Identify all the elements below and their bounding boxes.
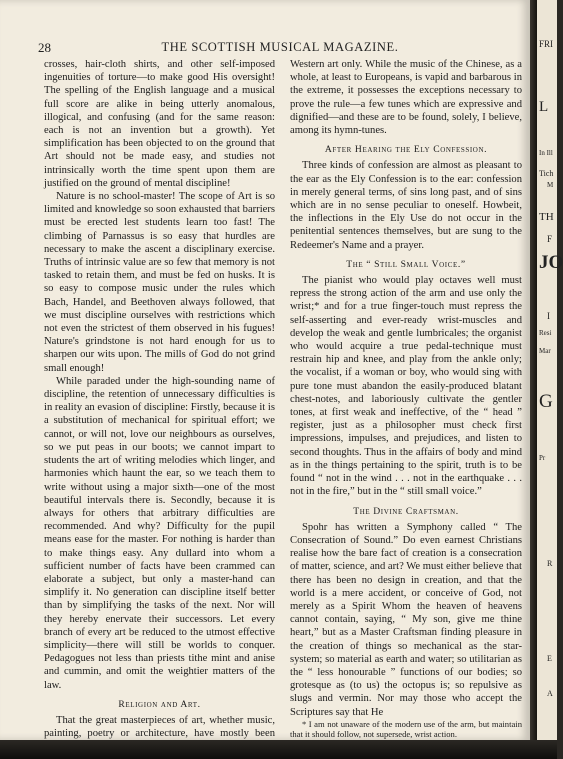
paragraph: Nature is no school-master! The scope of Art is so limited and knowledge so soon exhausted that barriers must be erected lest students learn too fast! The climbing of Parnassus is so easy that hurdles are necessary to make the ascent a disciplinary exercise. Truths of intrinsic value are so few that memory is not tasked to retain them, and must be fed on husks. It is so easy to compose music under the rules which Bach, Handel, and Beethoven always followed, that we must discipline ourselves with restrictions which not even the strictest of them observed in his fugues! Nature's grindstone is not hard enough for us to sharpen our wits upon. The mills of God do not grind small enough! xyxy=(44,191,275,374)
page-header xyxy=(38,40,522,54)
next-page-fragment: TH xyxy=(539,211,554,223)
next-page-fragment: Resi xyxy=(539,329,552,337)
next-page-fragment: In Ill xyxy=(539,149,553,157)
section-heading: After Hearing the Ely Confession. xyxy=(324,144,488,156)
section-heading: Religion and Art. xyxy=(118,698,201,710)
next-page-fragment: G xyxy=(539,391,553,412)
next-page-fragment: R xyxy=(547,559,553,568)
next-page-fragment: F xyxy=(547,234,553,244)
paragraph: Western art only. While the music of the Chinese, as a whole, at least to Europeans, is vapid and barbarous in the extreme, it possesses the exceptions necessary to prove the rule—a few tunes which are expressive and dignified—and these are to be found, solely, I believe, among its hymn-tunes. xyxy=(290,59,522,137)
section-heading: The Divine Craftsman. xyxy=(353,505,459,517)
next-page-edge xyxy=(537,0,563,740)
next-page-fragment: A xyxy=(547,689,553,698)
paragraph: Spohr has written a Symphony called “ The Consecration of Sound.” Do even earnest Christians realise how the bare fact of creation is a consecration of matter, science, and art? We must either believe that there has been no design in creation, and that the world is a mere accident, or conceive of God, not merely as a Spirit Whom the heaven of heavens cannot contain, saying, “ My son, give me thine heart,” but as a Master Craftsman finding pleasure in the creation of things so mechanical as the star-system; so material as earth and water; so utilitarian as the “ less honourable ” functions of our bodies; so grotesque as (to us) the octopus is; so repulsive as slugs and vermin. Nor may those who accept the Scriptures say that He xyxy=(290,521,522,718)
footnote: * I am not unaware of the modern use of the arm, but maintain that it should follow, not supersede, wrist action. xyxy=(290,718,522,739)
paragraph: The pianist who would play octaves well must repress the strong action of the arm and use only the wrist;* and for a true finger-touch must repress the self-asserting and ever-ready wrist-muscles and develop the weak and gentle lumbricales; the organist who would acquire a true pedal-technique must restrain hip and knee, and play from the ankle only; the vocalist, if a woman or boy, who would sing with pure tone must abandon the easily-produced blatant chest-notes, and laboriously cultivate the gentler tones, at first weak and ineffective, of the “ head ” register, just as a philosopher must check first impressions, impulses, and prejudices, and listen to second thoughts. Thus in the affairs of body and mind as in the things pertaining to the spirit, truth is to be found “ not in the wind . . . not in the earthquake . . . not in the fire,” but in the “ still small voice.” xyxy=(290,275,522,498)
next-page-fragment: L xyxy=(539,99,549,115)
paragraph: That the great masterpieces of art, whether music, painting, poetry or architecture, have mostly been xyxy=(44,714,275,740)
next-page-fragment: JO xyxy=(539,252,563,273)
next-page-fragment: FRI xyxy=(539,39,554,49)
next-page-fragment: M xyxy=(547,181,554,189)
right-column xyxy=(290,58,522,739)
next-page-fragment: Tich xyxy=(539,169,554,178)
paragraph: crosses, hair-cloth shirts, and other self-imposed ingenuities of torture—to make good His oversight! The spelling of the English language and a musical full score are alike in being utterly anomalous, illogical, and confusing (and for the same reason: each is not an invention but a growth). Yet simplification has been objected to on the ground that Art should not be made easy, and studies not intrinsically worth the time spent upon them are justified on the ground of mental discipline! xyxy=(44,59,275,189)
next-page-fragment: Pr xyxy=(539,454,546,462)
page-number: 28 xyxy=(38,40,51,55)
paragraph: Three kinds of confession are almost as pleasant to the ear as the Ely Confession is to the ear: confession in merely general terms, of sins long past, and of sins which are in no sense peculiar to oneself. Howbeit, the inflections in the Ely Use do not occur in the penitential sentences themselves, but are sung to the Redeemer's Name and a prayer. xyxy=(290,160,522,251)
book-gutter xyxy=(530,0,537,740)
paragraph: While paraded under the high-sounding name of discipline, the retention of unnecessary difficulties is in reality an evasion of discipline: Firstly, because it is a substitution of mechanical for spiritual effort; we cannot, or will not, love our neighbours as ourselves, so we put peas in our boots; we cannot impart to students the art of writing melodies which linger, and harmonies which haunt the ear, so we teach them to write without using a major sixth—one of the most beautiful intervals there is. Secondly, because it is always for others that arbitrary difficulties are recommended. And why? Difficulty for the pupil means ease for the master. For nothing is harder than to make things easy. Any dullard into whom a sufficient number of facts have been crammed can elaborate a subject, but only a master-hand can simplify it. No generation can discipline itself better than by simplifying the tasks of the next. Nor will they hereby enervate their successors. Let every branch of every art be reduced to the utmost effective simplicity—there will still be worlds to conquer. Pedagogues not less than priests tithe mint and anise and cummin, and omit the weightier matters of the law. xyxy=(44,375,275,691)
page-bottom-edge xyxy=(0,740,557,759)
next-page-fragment: E xyxy=(547,654,552,663)
running-title: THE SCOTTISH MUSICAL MAGAZINE. xyxy=(161,40,399,54)
next-page-fragment: Mar xyxy=(539,347,551,355)
left-column xyxy=(44,58,275,754)
section-heading: The “ Still Small Voice.” xyxy=(346,258,466,270)
next-page-fragment: I xyxy=(547,311,550,321)
